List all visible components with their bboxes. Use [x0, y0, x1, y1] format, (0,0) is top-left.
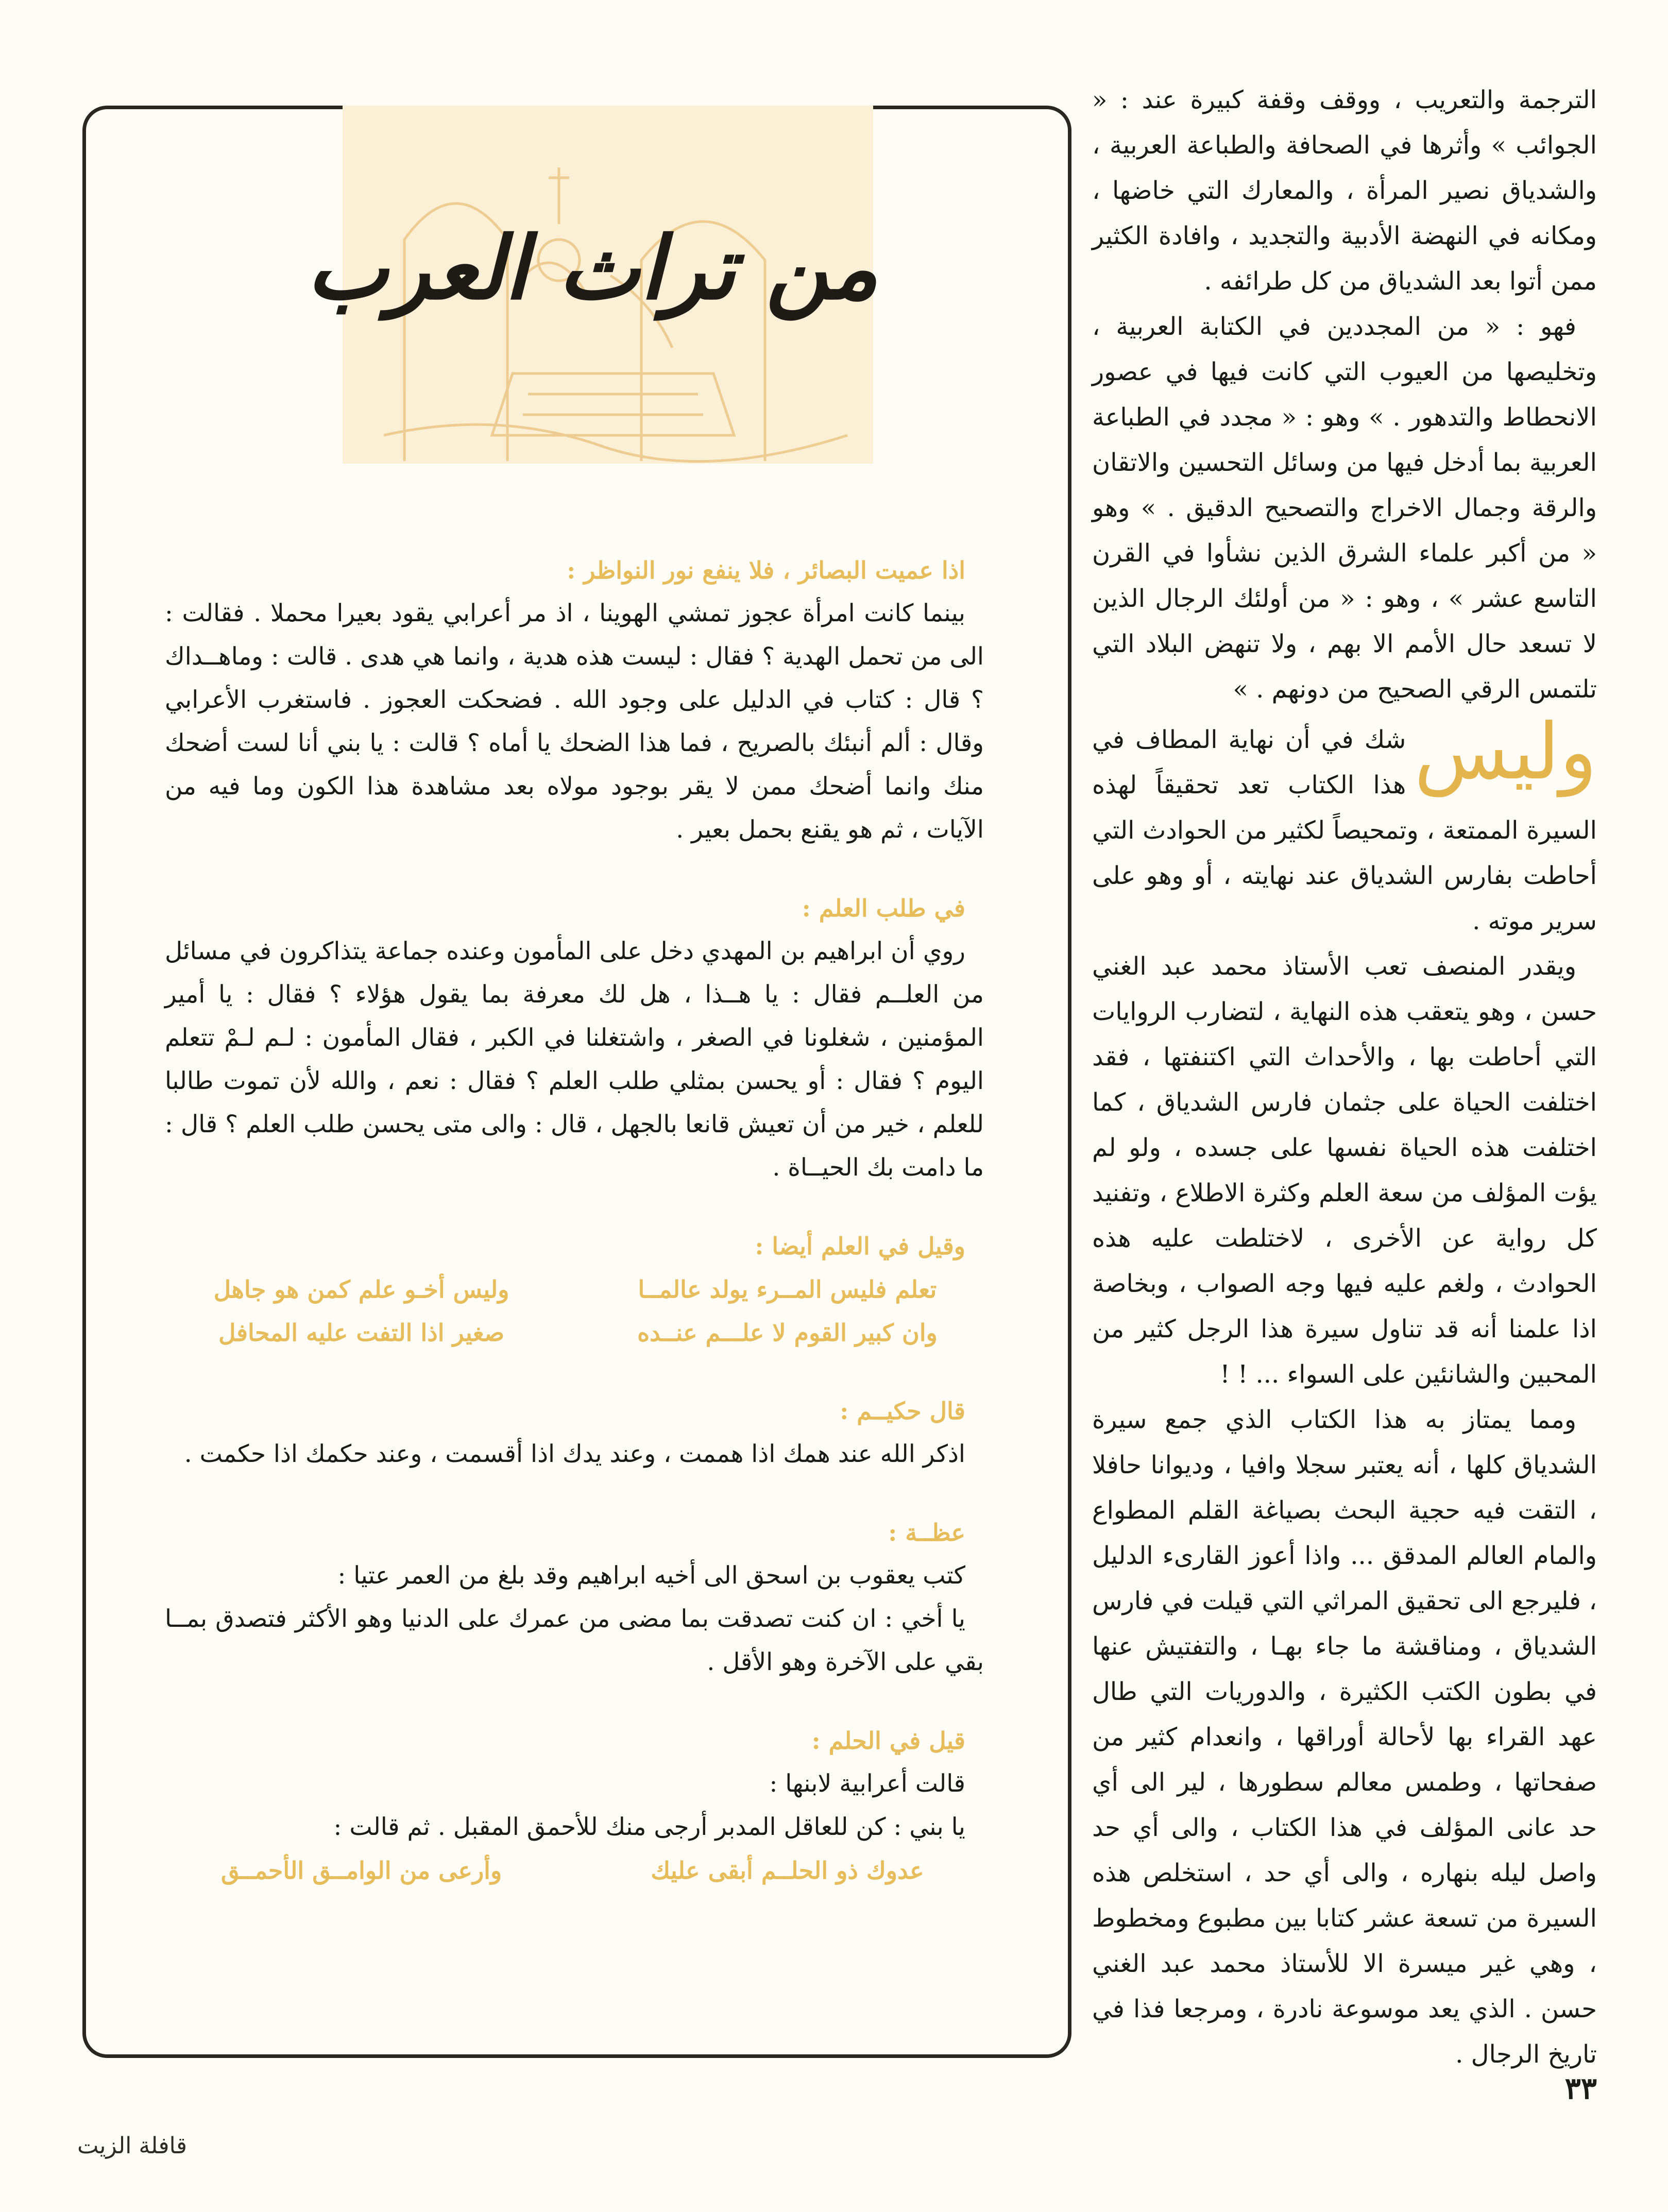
verse-second-half: صغير اذا التفت عليه المحافل [218, 1319, 505, 1347]
section-knowledge-poem [165, 1224, 984, 1354]
section-text: اذكر الله عند همك اذا هممت ، وعند يدك اذا أقسمت ، وعند حكمك اذا حكمت . [184, 1440, 965, 1468]
section-text: روي أن ابراهيم بن المهدي دخل على المأمون وعنده جماعة يتذاكرون في مسائل من العلــم فقال : يا هــذا ، هل لك معرفة بما يقول هؤلاء ؟ فقال : يا أمير المؤمنين ، شغلونا في الصغر ، واشتغلنا في الكبر ، فقال المأمون : لـم لـمْ تتعلم اليوم ؟ فقال : أو يحسن بمثلي طلب العلم ؟ فقال : نعم ، والله لأن تموت طالبا للعلم ، خير من أن تعيش قانعا بالجهل ، قال : والى متى يحسن طلب العلم ؟ قال : ما دامت بك الحيــاة . [165, 937, 984, 1182]
section-forbearance [165, 1719, 984, 1892]
paragraph: الترجمة والتعريب ، ووقف وقفة كبيرة عند : « الجوائب » وأثرها في الصحافة والطباعة العربية ، والشدياق نصير المرأة ، والمعارك التي خاضها ، ومكانه في النهضة الأدبية والتجديد ، وافادة الكثير ممن أتوا بعد الشدياق من كل طرائفه . [1092, 86, 1597, 296]
box-heading: من تراث العرب [307, 217, 878, 319]
section-text: كتب يعقوب بن اسحق الى أخيه ابراهيم وقد بلغ من العمر عتيا : [337, 1561, 965, 1590]
section-text: يا بني : كن للعاقل المدبر أرجى منك للأحمق المقبل . ثم قالت : [333, 1813, 965, 1841]
section-title: اذا عميت البصائر ، فلا ينفع نور النواظر : [567, 556, 965, 584]
verse-first-half: وان كبير القوم لا علـــم عنــده [637, 1319, 938, 1347]
section-seeking-knowledge [165, 887, 984, 1189]
poem-verse [165, 1311, 984, 1354]
section-title: وقيل في العلم أيضا : [755, 1232, 965, 1260]
heritage-box-content [165, 549, 984, 1927]
section-insight [165, 549, 984, 852]
paragraph: ويقدر المنصف تعب الأستاذ محمد عبد الغني حسن ، وهو يتعقب هذه النهاية ، لتضارب الروايات التي أحاطت بها ، والأحداث التي اكتنفتها ، فقد اختلفت الحياة على جثمان فارس الشدياق ، كما اختلفت هذه الحياة نفسها على جسده ، ولو لم يؤت المؤلف من سعة العلم وكثرة الاطلاع ، وتفنيد كل رواية عن الأخرى ، لاختلطت عليه هذه الحوادث ، ولغم عليه فيها وجه الصواب ، وبخاصة اذا علمنا أنه قد تناول سيرة هذا الرجل كثير من المحبين والشانئين على السواء ... ! ! [1092, 952, 1597, 1389]
verse-second-half: وأرعى من الوامــق الأحمــق [221, 1857, 502, 1884]
drop-cap-word: وليس [1414, 707, 1597, 797]
section-text: يا أخي : ان كنت تصدقت بما مضى من عمرك على الدنيا وهو الأكثر فتصدق بمــا بقي على الآخرة وهو الأقل . [165, 1605, 984, 1676]
section-title: عظــة : [888, 1519, 965, 1546]
drop-paragraph [1092, 707, 1597, 944]
section-admonition [165, 1511, 984, 1684]
section-title: قال حكيــم : [840, 1397, 965, 1425]
right-article-column [1092, 77, 1597, 2117]
section-text: قالت أعرابية لابنها : [769, 1769, 965, 1798]
verse-first-half: عدوك ذو الحلــم أبقى عليك [651, 1857, 924, 1884]
paragraph: فهو : « من المجددين في الكتابة العربية ، وتخليصها من العيوب التي كانت فيها في عصور الانحطاط والتدهور . » وهو : « مجدد في الطباعة العربية بما أدخل فيها من وسائل التحسين والاتقان والرقة وجمال الاخراج والتصحيح الدقيق . » وهو « من أكبر علماء الشرق الذين نشأوا في القرن التاسع عشر » ، وهو : « من أولئك الرجال الذين لا تسعد حال الأمم الا بهم ، ولا تنهض البلاد التي تلتمس الرقي الصحيح من دونهم . » [1092, 312, 1597, 704]
verse-second-half: وليس أخـو علم كمن هو جاهل [213, 1275, 509, 1303]
drop-paragraph-text: شك في أن نهاية المطاف في هذا الكتاب تعد تحقيقاً لهذه السيرة الممتعة ، وتمحيصاً لكثير من الحوادث التي أحاطت بفارس الشدياق عند نهايته ، أو وهو على سرير موته . [1092, 725, 1597, 935]
poem-verse [165, 1268, 984, 1311]
page-number: ٣٣ [1564, 2071, 1597, 2106]
section-wise-saying [165, 1389, 984, 1476]
section-title: قيل في الحلم : [811, 1727, 965, 1755]
section-text: بينما كانت امرأة عجوز تمشي الهوينا ، اذ مر أعرابي يقود بعيرا محملا . فقالت : الى من تحمل الهدية ؟ فقال : ليست هذه هدية ، وانما هي هدى . قالت : وماهــداك ؟ قال : كتاب في الدليل على وجود الله . فضحكت العجوز . فاستغرب الأعرابي وقال : ألم أنبئك بالصريح ، فما هذا الضحك يا أماه ؟ قالت : يا بني أنا لست أضحك منك وانما أضحك ممن لا يقر بوجود مولاه بعد مشاهدة هذا الكون وما فيه من الآيات ، ثم هو يقنع بحمل بعير . [165, 599, 984, 844]
magazine-name: قافلة الزيت [77, 2133, 187, 2159]
paragraph: ومما يمتاز به هذا الكتاب الذي جمع سيرة الشدياق كلها ، أنه يعتبر سجلا وافيا ، وديوانا حافلا ، التقت فيه حجية البحث بصياغة القلم المطواع والمام العالم المدقق ... واذا أعوز القارىء الدليل ، فليرجع الى تحقيق المراثي التي قيلت في فارس الشدياق ، ومناقشة ما جاء بهـا ، والتفتيش عنها في بطون الكتب الكثيرة ، والدوريات التي طال عهد القراء بها لأحالة أوراقها ، وانعدام كثير من صفحاتها ، وطمس معالم سطورها ، لير الى أي حد عانى المؤلف في هذا الكتاب ، والى أي حد واصل ليله بنهاره ، والى أي حد ، استخلص هذه السيرة من تسعة عشر كتابا بين مطبوع ومخطوط ، وهي غير ميسرة الا للأستاذ محمد عبد الغني حسن . الذي يعد موسوعة نادرة ، ومرجعا فذا في تاريخ الرجال . [1092, 1405, 1597, 2069]
verse-first-half: تعلم فليس المــرء يولد عالمــا [638, 1275, 937, 1303]
poem-verse [165, 1849, 984, 1892]
section-title: في طلب العلم : [802, 894, 965, 922]
